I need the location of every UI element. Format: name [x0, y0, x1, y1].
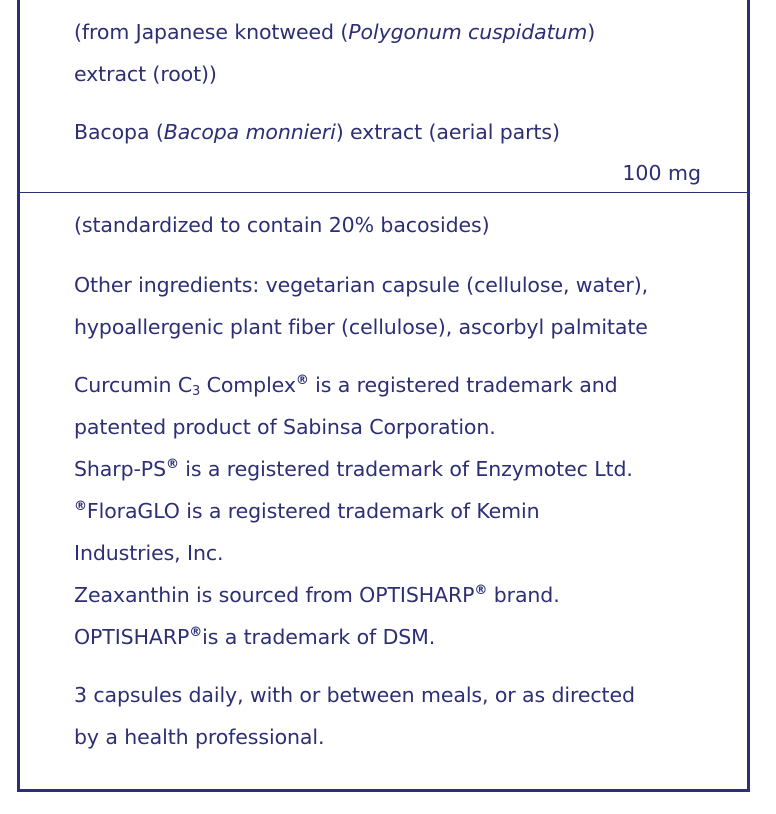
brand-text: brand. — [487, 583, 560, 607]
knotweed-source-line — [74, 11, 595, 53]
other-ingredients-line-2: hypoallergenic plant fiber (cellulose), ascorbyl palmitate — [74, 315, 648, 339]
complex-text: Complex — [200, 373, 296, 397]
row-divider — [20, 192, 747, 193]
knotweed-text-pre: (from Japanese knotweed ( — [74, 20, 349, 44]
optisharp-trademark-text: is a trademark of DSM. — [202, 625, 436, 649]
zeaxanthin-text: Zeaxanthin is sourced from OPTISHARP — [74, 583, 475, 607]
optisharp-trademark-line — [74, 616, 435, 658]
floraglo-trademark-line-2: Industries, Inc. — [74, 541, 224, 565]
registered-mark: ® — [74, 499, 87, 514]
bacopa-text-post: ) extract (aerial parts) — [335, 120, 560, 144]
curcumin-trademark-text: is a registered trademark and — [308, 373, 618, 397]
knotweed-extract-line: extract (root)) — [74, 62, 217, 86]
curcumin-text: Curcumin C — [74, 373, 193, 397]
curcumin-trademark-line-1 — [74, 364, 618, 406]
registered-mark: ® — [189, 625, 203, 640]
sharp-ps-trademark-text: is a registered trademark of Enzymotec Ltd. — [178, 457, 633, 481]
bacopa-ingredient-line — [74, 111, 560, 153]
floraglo-trademark-text: FloraGLO is a registered trademark of Kemin — [86, 499, 540, 523]
supplement-facts-panel — [17, 0, 750, 792]
registered-mark: ® — [165, 457, 179, 472]
zeaxanthin-source-line — [74, 574, 560, 616]
floraglo-trademark-line-1 — [74, 490, 540, 532]
bacopa-standardization: (standardized to contain 20% bacosides) — [74, 213, 490, 237]
directions-line-2: by a health professional. — [74, 725, 325, 749]
sharp-ps-text: Sharp-PS — [74, 457, 166, 481]
registered-mark: ® — [474, 583, 488, 598]
knotweed-latin-name: Polygonum cuspidatum — [348, 20, 588, 44]
registered-mark: ® — [295, 373, 309, 388]
knotweed-text-post: ) — [587, 20, 596, 44]
directions-line-1: 3 capsules daily, with or between meals, or as directed — [74, 683, 635, 707]
bacopa-latin-name: Bacopa monnieri — [163, 120, 336, 144]
bacopa-amount: 100 mg — [622, 161, 701, 185]
curcumin-trademark-line-2: patented product of Sabinsa Corporation. — [74, 415, 496, 439]
bacopa-text-pre: Bacopa ( — [74, 120, 164, 144]
optisharp-text: OPTISHARP — [74, 625, 190, 649]
curcumin-subscript: 3 — [192, 384, 201, 399]
sharp-ps-trademark-line — [74, 448, 633, 490]
other-ingredients-line-1: Other ingredients: vegetarian capsule (cellulose, water), — [74, 273, 649, 297]
